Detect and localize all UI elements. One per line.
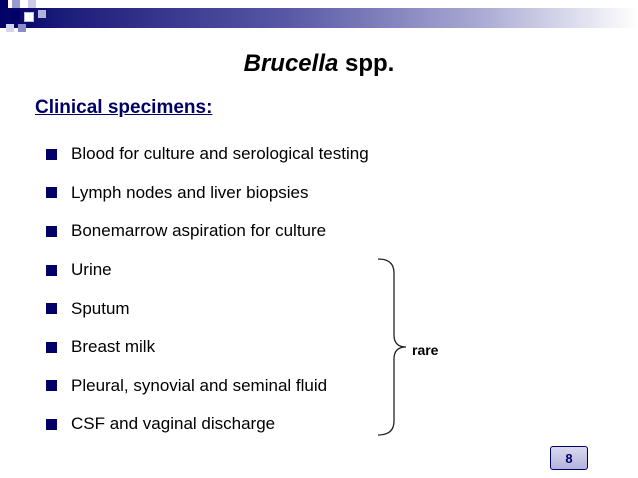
list-item-text: Pleural, synovial and seminal fluid	[71, 375, 328, 395]
list-item	[46, 212, 369, 251]
square-bullet-icon	[46, 303, 57, 314]
list-item	[46, 135, 369, 174]
square-bullet-icon	[46, 342, 57, 353]
list-item	[46, 405, 369, 444]
title-suffix: spp.	[338, 50, 395, 77]
square-bullet-icon	[46, 380, 57, 391]
list-item	[46, 174, 369, 213]
list-item-text: Breast milk	[71, 337, 156, 357]
list-item	[46, 289, 369, 328]
brace-label: rare	[412, 342, 439, 358]
square-bullet-icon	[46, 419, 57, 430]
header-gradient-bar	[0, 8, 638, 28]
specimen-list	[46, 135, 369, 444]
section-heading: Clinical specimens:	[35, 97, 213, 118]
list-item-text: Lymph nodes and liver biopsies	[71, 182, 309, 202]
square-bullet-icon	[46, 187, 57, 198]
list-item	[46, 328, 369, 367]
title-genus: Brucella	[243, 50, 339, 77]
square-bullet-icon	[46, 149, 57, 160]
list-item-text: CSF and vaginal discharge	[71, 414, 276, 434]
list-item-text: Sputum	[71, 298, 130, 318]
list-item	[46, 367, 369, 406]
list-item-text: Urine	[71, 260, 112, 280]
list-item-text: Bonemarrow aspiration for culture	[71, 221, 327, 241]
square-bullet-icon	[46, 265, 57, 276]
square-bullet-icon	[46, 226, 57, 237]
page-number-badge: 8	[550, 446, 588, 470]
list-item	[46, 251, 369, 290]
list-item-text: Blood for culture and serological testing	[71, 144, 369, 164]
curly-brace-icon	[372, 257, 412, 437]
slide-title	[0, 50, 638, 78]
